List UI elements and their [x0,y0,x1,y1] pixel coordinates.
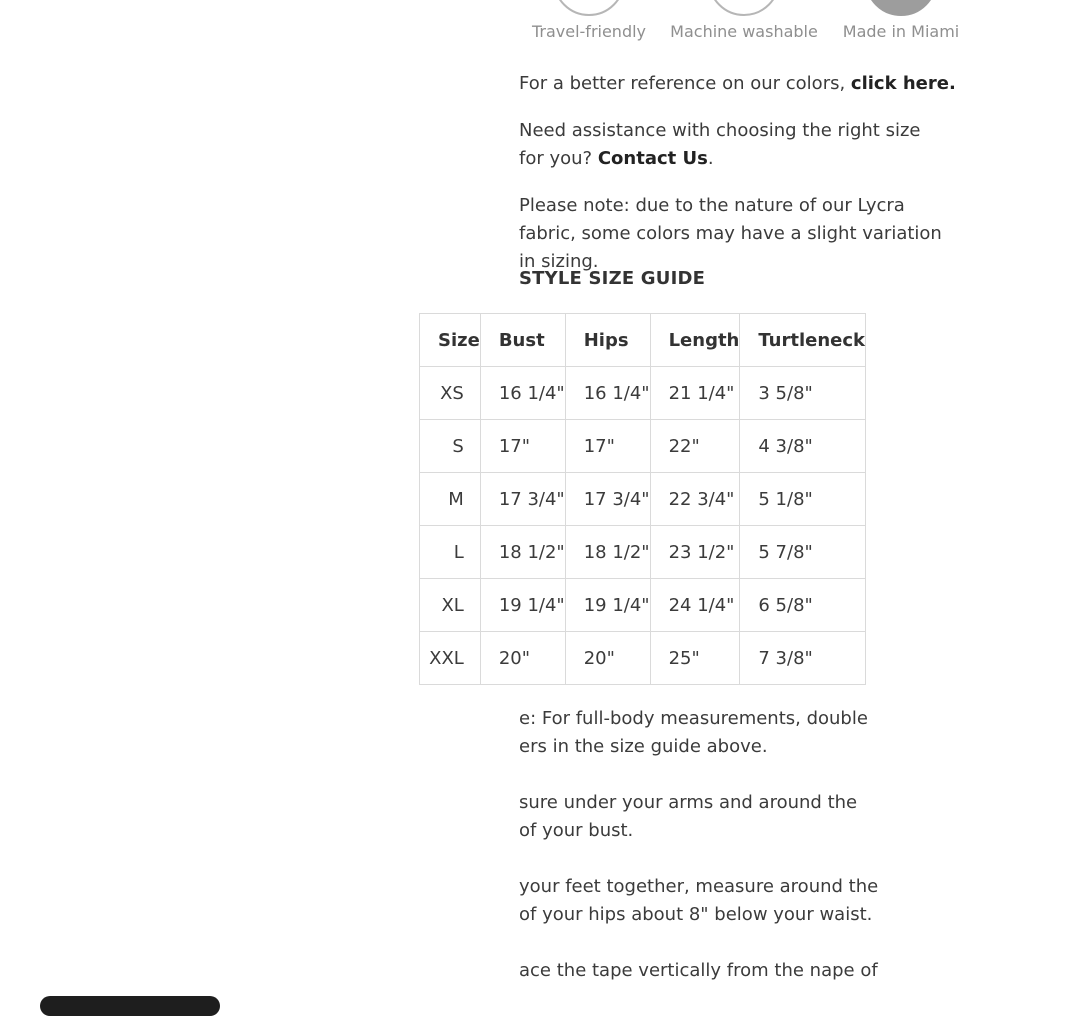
table-row [420,632,866,685]
measurement-notes [519,705,989,1005]
chat-widget-button[interactable] [40,996,220,1016]
colors-reference-note [519,70,979,98]
table-row [420,420,866,473]
turtleneck-cell: 6 5/8" [740,579,866,632]
size-guide-title: STYLE SIZE GUIDE [519,268,706,289]
hips-cell: 18 1/2" [565,526,650,579]
airplane-icon [553,0,625,16]
hips-cell: 20" [565,632,650,685]
size-cell: XXL [420,632,481,685]
bust-cell: 18 1/2" [480,526,565,579]
header-turtleneck: Turtleneck [740,314,866,367]
bust-note [519,789,1079,845]
header-bust: Bust [480,314,565,367]
length-cell: 22" [650,420,740,473]
length-cell: 23 1/2" [650,526,740,579]
location-pin-icon [865,0,937,16]
colors-click-here-link[interactable]: click here. [850,73,956,94]
header-length: Length [650,314,740,367]
table-header-row [420,314,866,367]
size-cell: XL [420,579,481,632]
turtleneck-cell: 3 5/8" [740,367,866,420]
turtleneck-cell: 5 7/8" [740,526,866,579]
length-cell: 25" [650,632,740,685]
bust-cell: 17 3/4" [480,473,565,526]
bust-cell: 19 1/4" [480,579,565,632]
note-line: e: For full-body measurements, double [519,708,868,729]
size-cell: S [420,420,481,473]
note-line: your feet together, measure around the [519,876,879,897]
turtleneck-cell: 5 1/8" [740,473,866,526]
lycra-sizing-note [519,192,959,276]
size-cell: XS [420,367,481,420]
assist-note-suffix: . [707,148,714,169]
bust-cell: 16 1/4" [480,367,565,420]
bust-cell: 20" [480,632,565,685]
feature-label: Made in Miami [842,22,960,41]
header-hips: Hips [565,314,650,367]
table-row [420,367,866,420]
size-guide-table-container[interactable] [429,313,964,695]
table-row [420,473,866,526]
size-cell: M [420,473,481,526]
turtleneck-cell: 7 3/8" [740,632,866,685]
hips-cell: 17 3/4" [565,473,650,526]
header-size: Size [420,314,481,367]
assistance-note [519,117,949,173]
length-cell: 24 1/4" [650,579,740,632]
note-line: sure under your arms and around the [519,792,858,813]
contact-us-link[interactable]: Contact Us [597,148,708,169]
colors-note-text: For a better reference on our colors, [519,73,851,94]
size-guide-table [419,313,866,685]
turtleneck-cell: 4 3/8" [740,420,866,473]
lycra-note-text: Please note: due to the nature of our Lycra fabric, some colors may have a slight variation in sizing. [519,195,942,272]
note-line: of your bust. [519,820,634,841]
full-body-note [519,705,1079,761]
feature-label: Machine washable [670,22,818,41]
note-line: ers in the size guide above. [519,736,768,757]
length-note [519,957,1079,985]
length-cell: 21 1/4" [650,367,740,420]
hips-cell: 16 1/4" [565,367,650,420]
assist-note-text: Need assistance with choosing the right size for you? [519,120,921,169]
length-cell: 22 3/4" [650,473,740,526]
hips-note [519,873,1079,929]
table-row [420,579,866,632]
size-cell: L [420,526,481,579]
note-line: ace the tape vertically from the nape of [519,960,878,981]
bust-cell: 17" [480,420,565,473]
note-line: of your hips about 8" below your waist. [519,904,873,925]
feature-label: Travel-friendly [531,22,647,41]
hips-cell: 17" [565,420,650,473]
table-row [420,526,866,579]
washing-machine-icon [708,0,780,16]
hips-cell: 19 1/4" [565,579,650,632]
